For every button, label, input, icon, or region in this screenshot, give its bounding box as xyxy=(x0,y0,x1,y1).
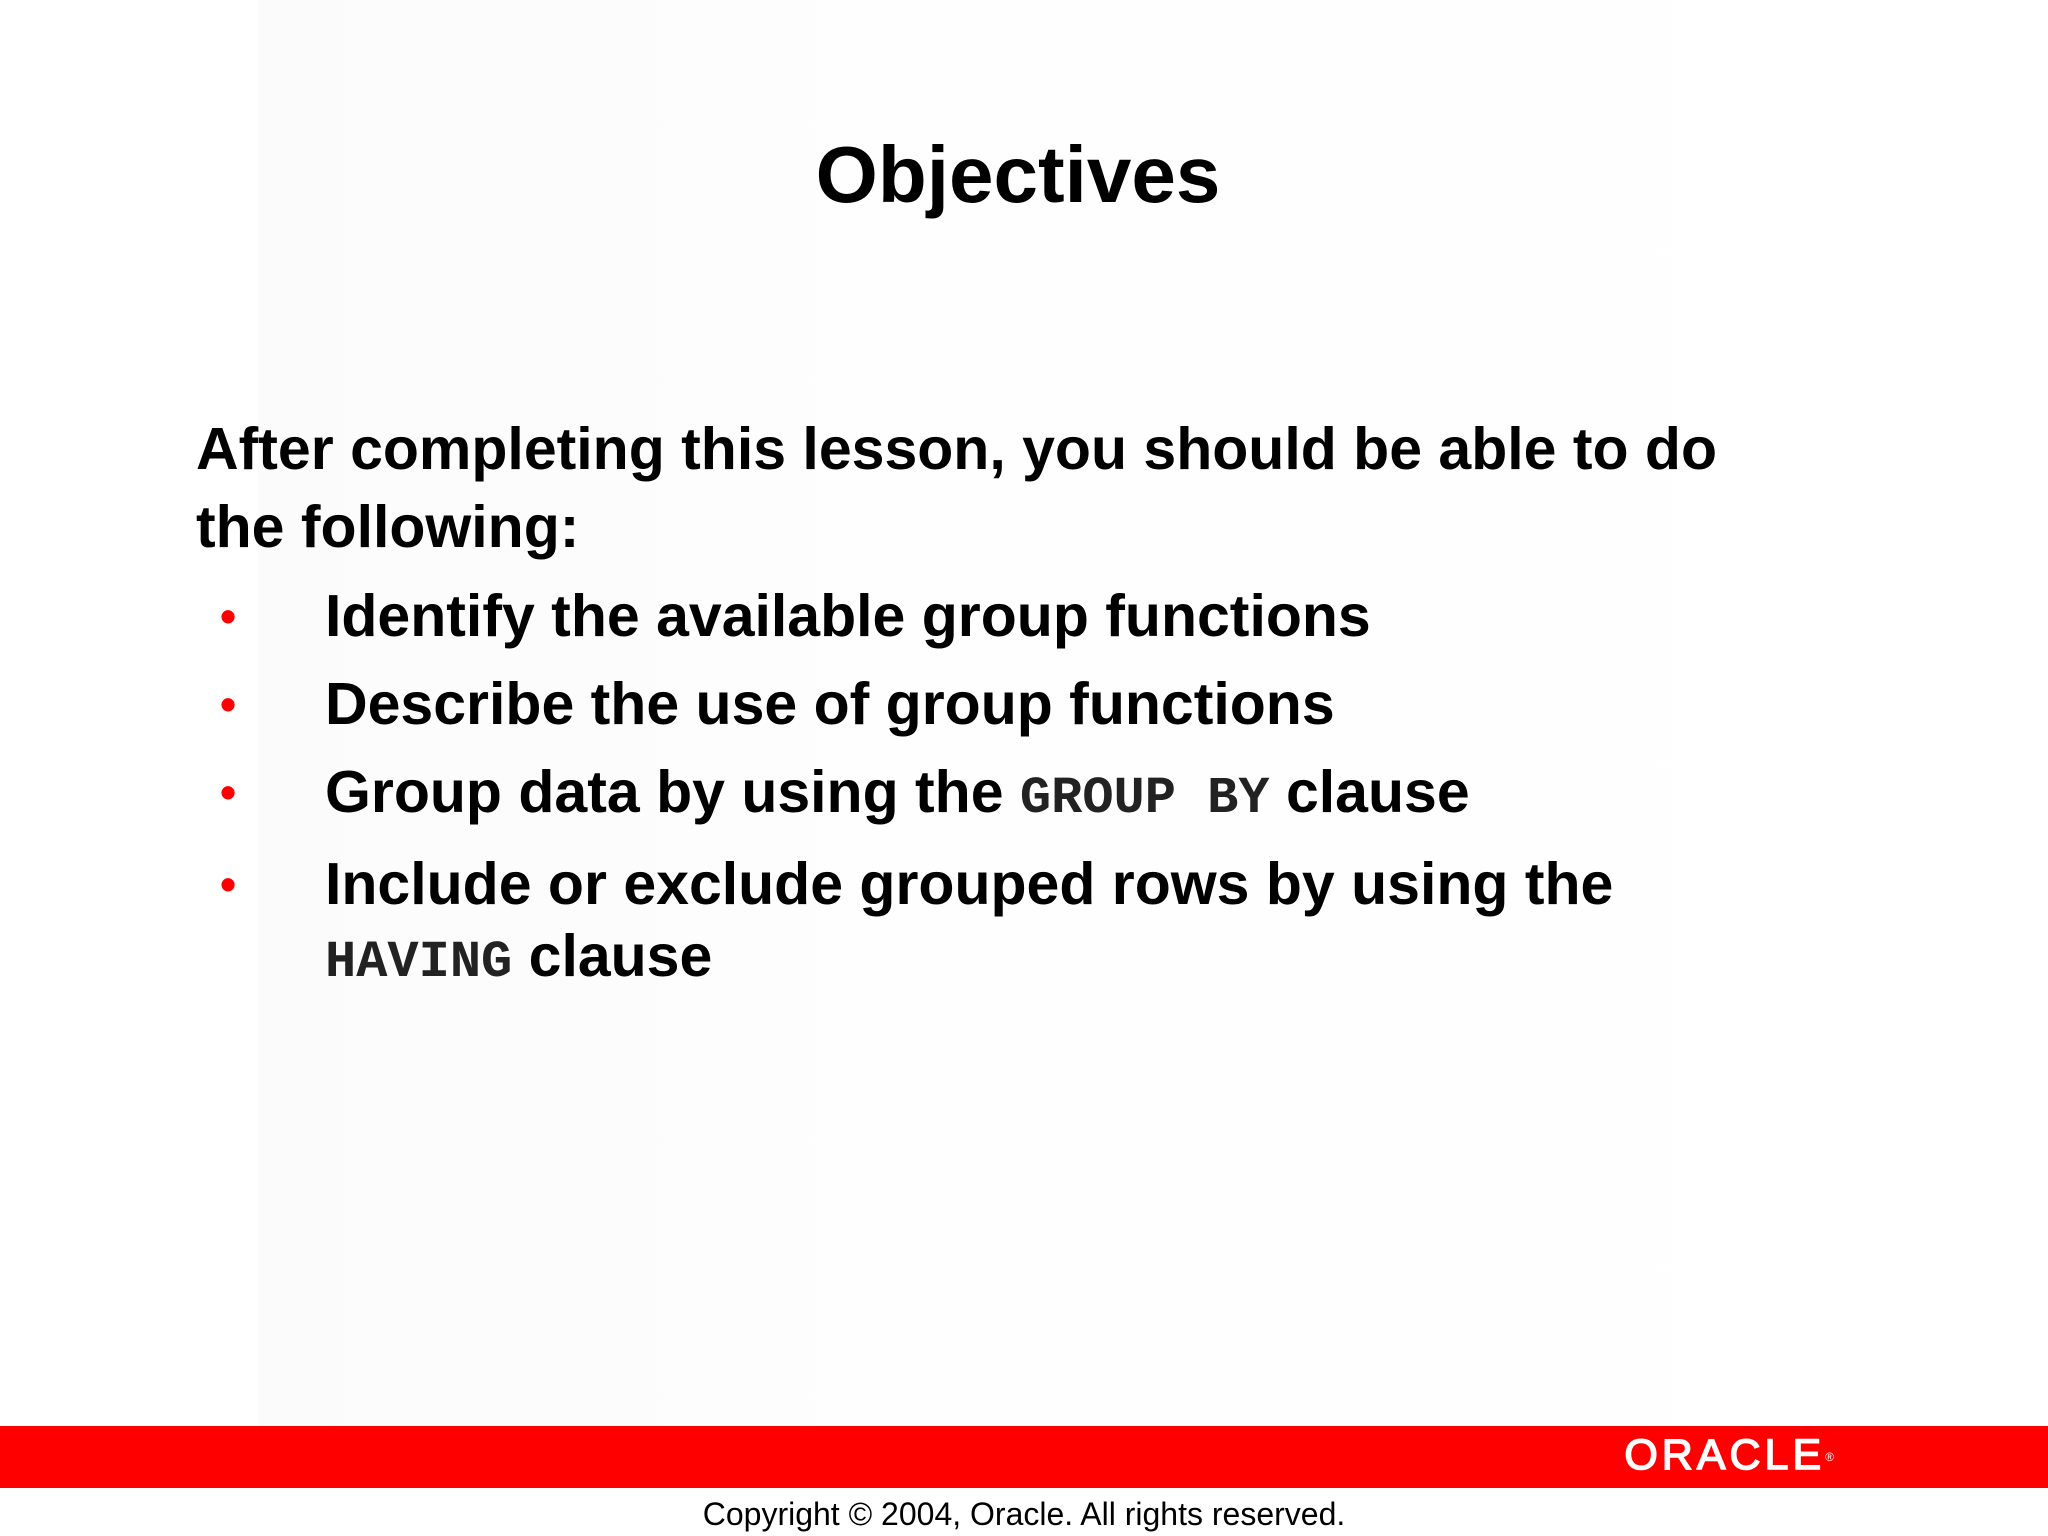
bullet-text: Identify the available group functions xyxy=(325,583,1371,649)
slide-title: Objectives xyxy=(815,130,1221,219)
oracle-logo xyxy=(1624,1432,1834,1478)
bullet-icon: • xyxy=(220,858,237,910)
copyright-text: Copyright © 2004, Oracle. All rights reserved. xyxy=(702,1496,1346,1532)
bullet-text-before: Group data by using the xyxy=(325,759,1020,825)
bullet-text-after: clause xyxy=(512,923,713,989)
bullet-text xyxy=(325,848,1805,999)
bullet-text: Describe the use of group functions xyxy=(325,671,1335,737)
oracle-logo-text: ORACLE xyxy=(1624,1431,1826,1479)
code-keyword: GROUP BY xyxy=(1019,769,1270,828)
intro-line-1: After completing this lesson, you should be able to do xyxy=(196,416,1718,482)
bullet-text-line-2 xyxy=(325,920,1805,999)
bullet-icon: • xyxy=(220,590,237,642)
bullet-icon: • xyxy=(220,766,237,818)
bullet-icon: • xyxy=(220,678,237,730)
bullet-text xyxy=(325,756,1805,835)
code-keyword: HAVING xyxy=(325,933,513,992)
intro-line-2: the following: xyxy=(196,494,580,560)
bullet-text-after: clause xyxy=(1269,759,1470,825)
registered-mark: ® xyxy=(1825,1450,1834,1464)
bullet-text-line-1: Include or exclude grouped rows by using the xyxy=(325,851,1614,917)
